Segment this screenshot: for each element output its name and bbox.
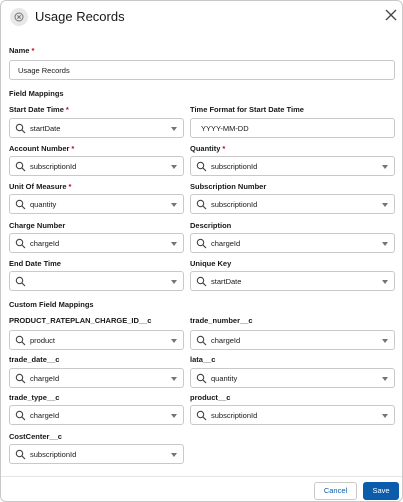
name-label-text: Name: [9, 46, 30, 55]
charge-number-value: chargeId: [30, 239, 60, 248]
field-mappings-heading: Field Mappings: [9, 89, 64, 98]
search-icon: [15, 238, 26, 249]
footer-divider: [1, 476, 402, 477]
chevron-down-icon: [171, 339, 177, 343]
cost-center-label: CostCenter__c: [9, 432, 62, 441]
search-icon: [196, 335, 207, 346]
subscription-number-value: subscriptionId: [211, 200, 258, 209]
chevron-down-icon: [171, 242, 177, 246]
chevron-down-icon: [382, 339, 388, 343]
charge-number-label: Charge Number: [9, 221, 66, 230]
lata-combobox[interactable]: [190, 368, 395, 388]
chevron-down-icon: [171, 414, 177, 418]
product-rateplan-charge-id-value: product: [30, 336, 56, 345]
time-format-value: YYYY-MM-DD: [201, 124, 249, 133]
trade-type-label: trade_type__c: [9, 393, 60, 402]
lata-label: lata__c: [190, 355, 216, 364]
account-number-combobox[interactable]: [9, 156, 184, 176]
search-icon: [196, 199, 207, 210]
trade-type-value: chargeId: [30, 411, 60, 420]
chevron-down-icon: [171, 203, 177, 207]
start-date-time-combobox[interactable]: [9, 118, 184, 138]
required-mark: *: [31, 46, 35, 55]
start-date-time-value: startDate: [30, 124, 61, 133]
search-icon: [15, 123, 26, 134]
chevron-down-icon: [171, 127, 177, 131]
chevron-down-icon: [171, 280, 177, 284]
cost-center-combobox[interactable]: [9, 444, 184, 464]
subscription-number-label: Subscription Number: [190, 182, 267, 191]
chevron-down-icon: [382, 165, 388, 169]
description-label: Description: [190, 221, 232, 230]
search-icon: [196, 373, 207, 384]
product-combobox[interactable]: [190, 405, 395, 425]
start-date-time-label-text: Start Date Time: [9, 105, 64, 114]
unique-key-value: startDate: [211, 277, 242, 286]
unit-of-measure-combobox[interactable]: [9, 194, 184, 214]
end-date-time-combobox[interactable]: [9, 271, 184, 291]
unit-of-measure-label: [9, 182, 71, 191]
account-number-label-text: Account Number: [9, 144, 70, 153]
lata-value: quantity: [211, 374, 238, 383]
name-label: [9, 46, 34, 55]
end-date-time-label: End Date Time: [9, 259, 61, 268]
chevron-down-icon: [382, 203, 388, 207]
account-number-label: [9, 144, 74, 153]
quantity-combobox[interactable]: [190, 156, 395, 176]
search-icon: [196, 238, 207, 249]
search-icon: [196, 161, 207, 172]
description-value: chargeId: [211, 239, 241, 248]
chevron-down-icon: [171, 165, 177, 169]
time-format-input[interactable]: [190, 118, 395, 138]
time-format-label: Time Format for Start Date Time: [190, 105, 304, 114]
required-mark: *: [68, 182, 72, 191]
search-icon: [15, 199, 26, 210]
search-icon: [196, 410, 207, 421]
product-value: subscriptionId: [211, 411, 258, 420]
search-icon: [15, 449, 26, 460]
unit-of-measure-value: quantity: [30, 200, 57, 209]
description-combobox[interactable]: [190, 233, 395, 253]
cost-center-value: subscriptionId: [30, 450, 77, 459]
close-icon[interactable]: [384, 8, 398, 22]
trade-number-label: trade_number__c: [190, 316, 253, 325]
quantity-value: subscriptionId: [211, 162, 258, 171]
trade-date-combobox[interactable]: [9, 368, 184, 388]
modal-header: [1, 1, 402, 33]
trade-number-value: chargeId: [211, 336, 241, 345]
close-circle-icon: [10, 8, 28, 26]
search-icon: [15, 276, 26, 287]
required-mark: *: [222, 144, 226, 153]
quantity-label: [190, 144, 225, 153]
subscription-number-combobox[interactable]: [190, 194, 395, 214]
chevron-down-icon: [382, 242, 388, 246]
chevron-down-icon: [382, 414, 388, 418]
trade-number-combobox[interactable]: [190, 330, 395, 350]
search-icon: [15, 161, 26, 172]
unit-of-measure-label-text: Unit Of Measure: [9, 182, 67, 191]
product-label: product__c: [190, 393, 231, 402]
chevron-down-icon: [171, 453, 177, 457]
chevron-down-icon: [382, 377, 388, 381]
trade-type-combobox[interactable]: [9, 405, 184, 425]
account-number-value: subscriptionId: [30, 162, 77, 171]
unique-key-label: Unique Key: [190, 259, 232, 268]
name-value: Usage Records: [18, 66, 70, 75]
quantity-label-text: Quantity: [190, 144, 221, 153]
product-rateplan-charge-id-label: PRODUCT_RATEPLAN_CHARGE_ID__c: [9, 316, 152, 325]
custom-field-mappings-heading: Custom Field Mappings: [9, 300, 94, 309]
required-mark: *: [65, 105, 69, 114]
search-icon: [15, 373, 26, 384]
start-date-time-label: [9, 105, 69, 114]
unique-key-combobox[interactable]: [190, 271, 395, 291]
search-icon: [15, 335, 26, 346]
trade-date-value: chargeId: [30, 374, 60, 383]
modal-title: Usage Records: [35, 9, 125, 24]
trade-date-label: trade_date__c: [9, 355, 60, 364]
search-icon: [15, 410, 26, 421]
name-input[interactable]: [9, 60, 395, 80]
required-mark: *: [71, 144, 75, 153]
charge-number-combobox[interactable]: [9, 233, 184, 253]
chevron-down-icon: [382, 280, 388, 284]
product-rateplan-charge-id-combobox[interactable]: [9, 330, 184, 350]
cancel-button[interactable]: Cancel: [314, 482, 357, 500]
save-button[interactable]: Save: [363, 482, 399, 500]
chevron-down-icon: [171, 377, 177, 381]
search-icon: [196, 276, 207, 287]
